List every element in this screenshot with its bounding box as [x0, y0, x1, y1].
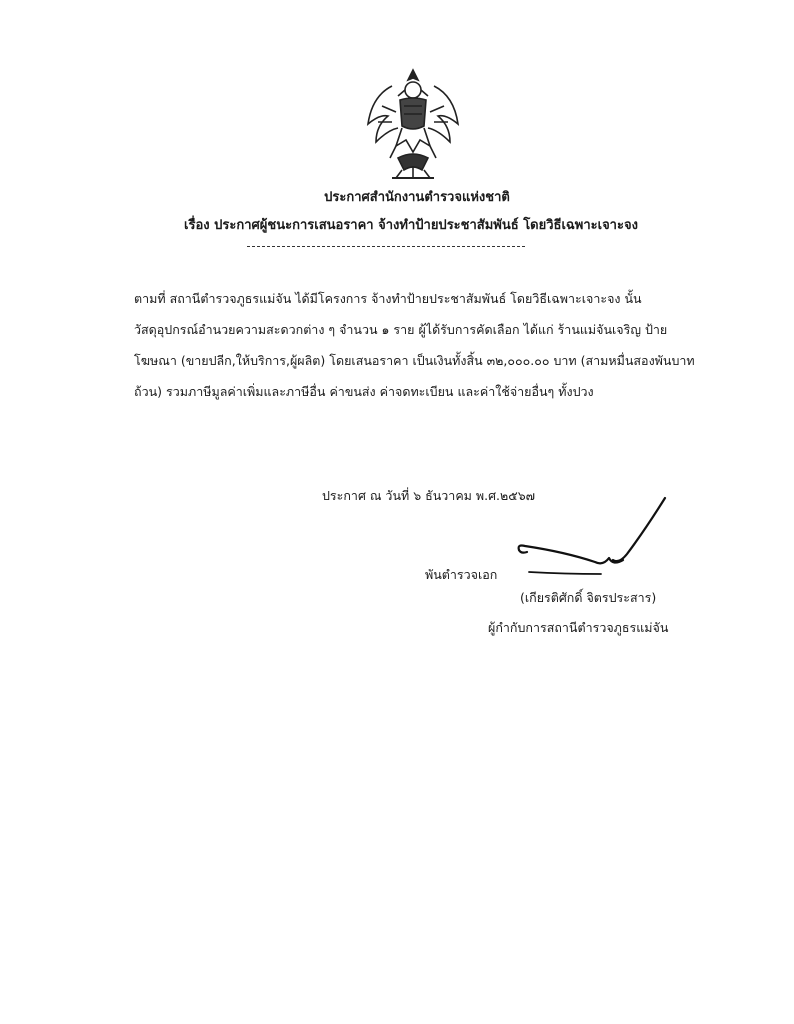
body-line: วัสดุอุปกรณ์อำนวยความสะดวกต่าง ๆ จำนวน ๑ ราย ผู้ได้รับการคัดเลือก ได้แก่ ร้านแม่จันเจริญ ป้าย [134, 322, 668, 337]
title-divider [247, 246, 525, 247]
handwritten-signature [505, 494, 675, 586]
announcement-title: ประกาศสำนักงานตำรวจแห่งชาติ [324, 190, 510, 205]
signer-position: ผู้กำกับการสถานีตำรวจภูธรแม่จัน [488, 620, 669, 635]
body-line: ตามที่ สถานีตำรวจภูธรแม่จัน ได้มีโครงการ จ้างทำป้ายประชาสัมพันธ์ โดยวิธีเฉพาะเจาะจง นั้น [134, 291, 642, 306]
body-line: ถ้วน) รวมภาษีมูลค่าเพิ่มและภาษีอื่น ค่าขนส่ง ค่าจดทะเบียน และค่าใช้จ่ายอื่นๆ ทั้งปวง [134, 384, 594, 399]
signer-name: (เกียรติศักดิ์ จิตรประสาร) [520, 590, 657, 605]
garuda-emblem-icon [362, 66, 464, 182]
signer-rank: พันตำรวจเอก [425, 567, 498, 582]
announcement-date: ประกาศ ณ วันที่ ๖ ธันวาคม พ.ศ.๒๕๖๗ [322, 488, 536, 503]
body-line: โฆษณา (ขายปลีก,ให้บริการ,ผู้ผลิต) โดยเสนอราคา เป็นเงินทั้งสิ้น ๓๒,๐๐๐.๐๐ บาท (สามหมื่นสองพันบาท [134, 353, 695, 368]
announcement-subject: เรื่อง ประกาศผู้ชนะการเสนอราคา จ้างทำป้ายประชาสัมพันธ์ โดยวิธีเฉพาะเจาะจง [184, 218, 638, 233]
